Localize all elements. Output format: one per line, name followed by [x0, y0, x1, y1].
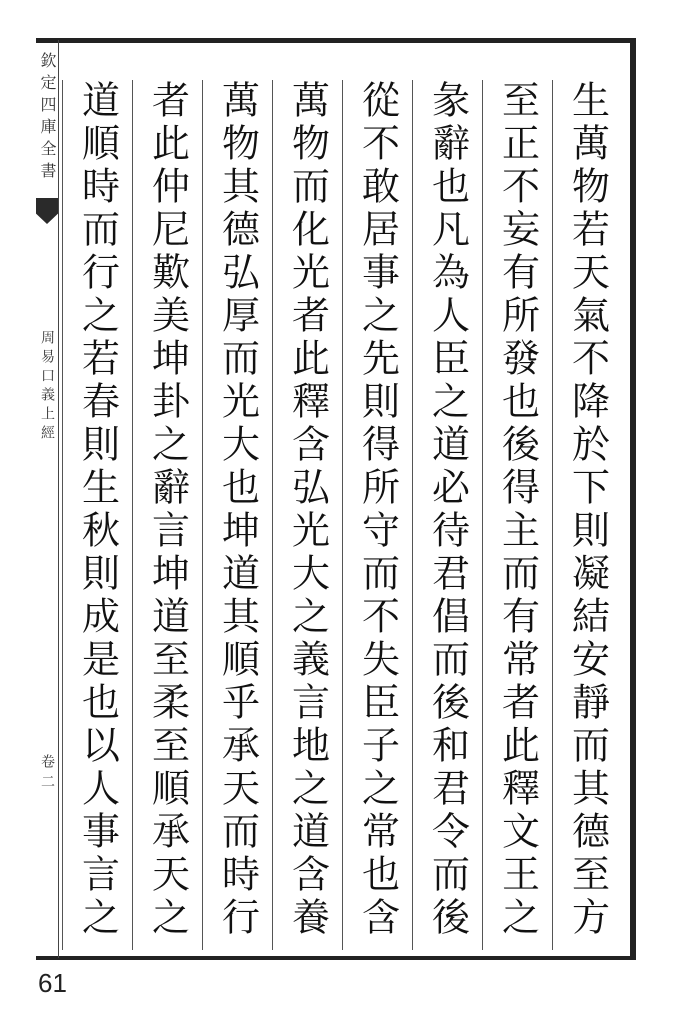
text-column: [62, 80, 132, 950]
page-number: 61: [38, 968, 67, 998]
column-text: 者此仲尼歎美坤卦之辭言坤道至柔至順承天之: [145, 80, 190, 940]
text-columns: [62, 80, 622, 950]
column-text: 彖辭也凡為人臣之道必待君倡而後和君令而後: [425, 80, 470, 940]
column-text: 萬物而化光者此釋含弘光大之義言地之道含養: [285, 80, 330, 940]
column-text: 生萬物若天氣不降於下則凝結安靜而其德至方: [565, 80, 610, 940]
book-title: 欽定四庫全書: [38, 52, 57, 184]
text-column: [132, 80, 202, 950]
text-column: [412, 80, 482, 950]
column-text: 萬物其德弘厚而光大也坤道其順乎承天而時行: [215, 80, 260, 940]
fish-tail-mark: [36, 198, 58, 224]
column-text: 至正不妄有所發也後得主而有常者此釋文王之: [495, 80, 540, 940]
juan-label: 卷二: [39, 754, 55, 794]
text-column: [552, 80, 622, 950]
text-column: [342, 80, 412, 950]
text-column: [482, 80, 552, 950]
text-column: [202, 80, 272, 950]
margin-strip: [36, 40, 58, 958]
column-text: 從不敢居事之先則得所守而不失臣子之常也含: [355, 80, 400, 940]
text-column: [272, 80, 342, 950]
column-text: 道順時而行之若春則生秋則成是也以人事言之: [75, 80, 120, 940]
section-title: 周易口義上經: [39, 330, 55, 444]
margin-rule: [58, 40, 59, 958]
